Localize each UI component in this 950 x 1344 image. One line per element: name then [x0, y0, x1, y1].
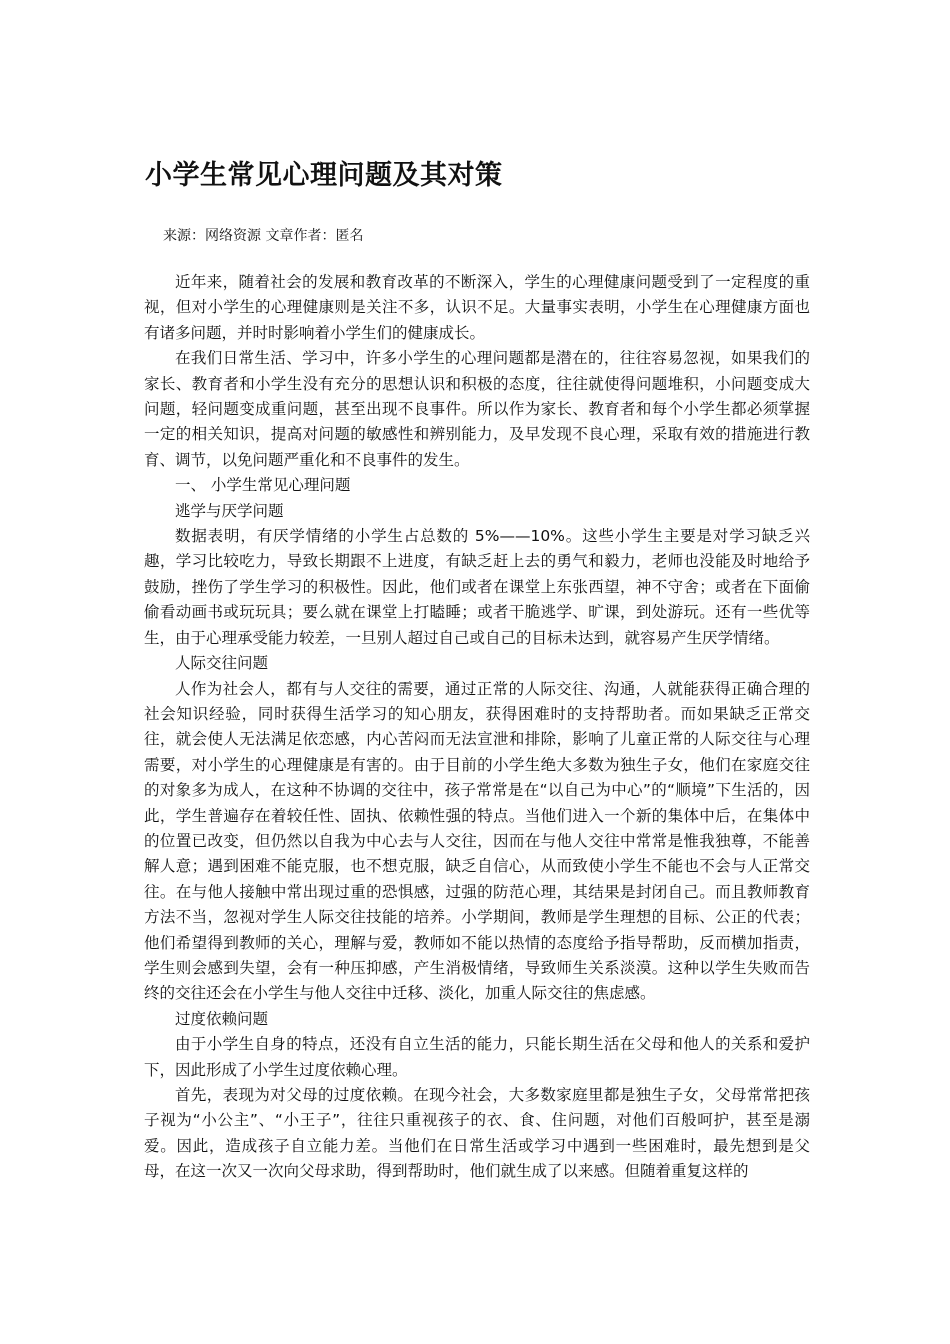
- subsection-heading-dependence: 过度依赖问题: [175, 1009, 269, 1028]
- subsection-heading-social: 人际交往问题: [175, 654, 269, 673]
- paragraph-context: 在我们日常生活、学习中，许多小学生的心理问题都是潜在的，往往容易忽视，如果我们的家长、教育者和小学生没有充分的思想认识和积极的态度，往往就使得问题堆积，小问题变成大问题，轻问题变成重问题，甚至出现不良事件。所以作为家长、教育者和每个小学生都必须掌握一定的相关知识，提高对问题的敏感性和辨别能力，及早发现不良心理，采取有效的措施进行教育、调节，以免问题严重化和不良事件的发生。: [144, 349, 810, 469]
- section-heading: 一、 小学生常见心理问题: [175, 476, 351, 495]
- source-author-line: 来源：网络资源 文章作者：匿名: [163, 228, 364, 244]
- article-body: [144, 270, 810, 1185]
- paragraph-social: 人作为社会人，都有与人交往的需要，通过正常的人际交往、沟通，人就能获得正确合理的社会知识经验，同时获得生活学习的知心朋友，获得困难时的支持帮助者。而如果缺乏正常交往，就会使人无法满足依恋感，内心苦闷而无法宣泄和排除，影响了儿童正常的人际交往与心理需要，对小学生的心理健康是有害的。由于目前的小学生绝大多数为独生子女，他们在家庭交往的对象多为成人，在这种不协调的交往中，孩子常常是在“以自己为中心”的“顺境”下生活的，因此，学生普遍存在着较任性、固执、依赖性强的特点。当他们进入一个新的集体中后，在集体中的位置已改变，但仍然以自我为中心去与人交往，因而在与他人交往中常常是惟我独尊，不能善解人意；遇到困难不能克服，也不想克服，缺乏自信心，从而致使小学生不能也不会与人正常交往。在与他人接触中常出现过重的恐惧感，过强的防范心理，其结果是封闭自己。而且教师教育方法不当，忽视对学生人际交往技能的培养。小学期间，教师是学生理想的目标、公正的代表；他们希望得到教师的关心，理解与爱，教师如不能以热情的态度给予指导帮助，反而横加指责，学生则会感到失望，会有一种压抑感，产生消极情绪，导致师生关系淡漠。这种以学生失败而告终的交往还会在小学生与他人交往中迁移、淡化，加重人际交往的焦虑感。: [144, 679, 810, 1003]
- paragraph-dependence-intro: 由于小学生自身的特点，还没有自立生活的能力，只能长期生活在父母和他人的关系和爱护下，因此形成了小学生过度依赖心理。: [144, 1035, 810, 1079]
- paragraph-dependence-parents: 首先，表现为对父母的过度依赖。在现今社会，大多数家庭里都是独生子女，父母常常把孩子视为“小公主”、“小王子”，往往只重视孩子的衣、食、住问题，对他们百般呵护，甚至是溺爱。因此，造成孩子自立能力差。当他们在日常生活或学习中遇到一些困难时，最先想到是父母，在这一次又一次向父母求助，得到帮助时，他们就生成了以来感。但随着重复这样的: [144, 1086, 810, 1181]
- paragraph-truancy: 数据表明，有厌学情绪的小学生占总数的 5%——10%。这些小学生主要是对学习缺乏兴趣，学习比较吃力，导致长期跟不上进度，有缺乏赶上去的勇气和毅力，老师也没能及时地给予鼓励，挫伤了学生学习的积极性。因此，他们或者在课堂上东张西望，神不守舍；或者在下面偷偷看动画书或玩玩具；要么就在课堂上打瞌睡；或者干脆逃学、旷课，到处游玩。还有一些优等生，由于心理承受能力较差，一旦别人超过自己或自己的目标未达到，就容易产生厌学情绪。: [144, 527, 810, 647]
- paragraph-intro: 近年来，随着社会的发展和教育改革的不断深入，学生的心理健康问题受到了一定程度的重视，但对小学生的心理健康则是关注不多，认识不足。大量事实表明，小学生在心理健康方面也有诸多问题，并时时影响着小学生们的健康成长。: [144, 273, 810, 342]
- page-title: 小学生常见心理问题及其对策: [145, 160, 503, 191]
- subsection-heading-truancy: 逃学与厌学问题: [175, 501, 284, 520]
